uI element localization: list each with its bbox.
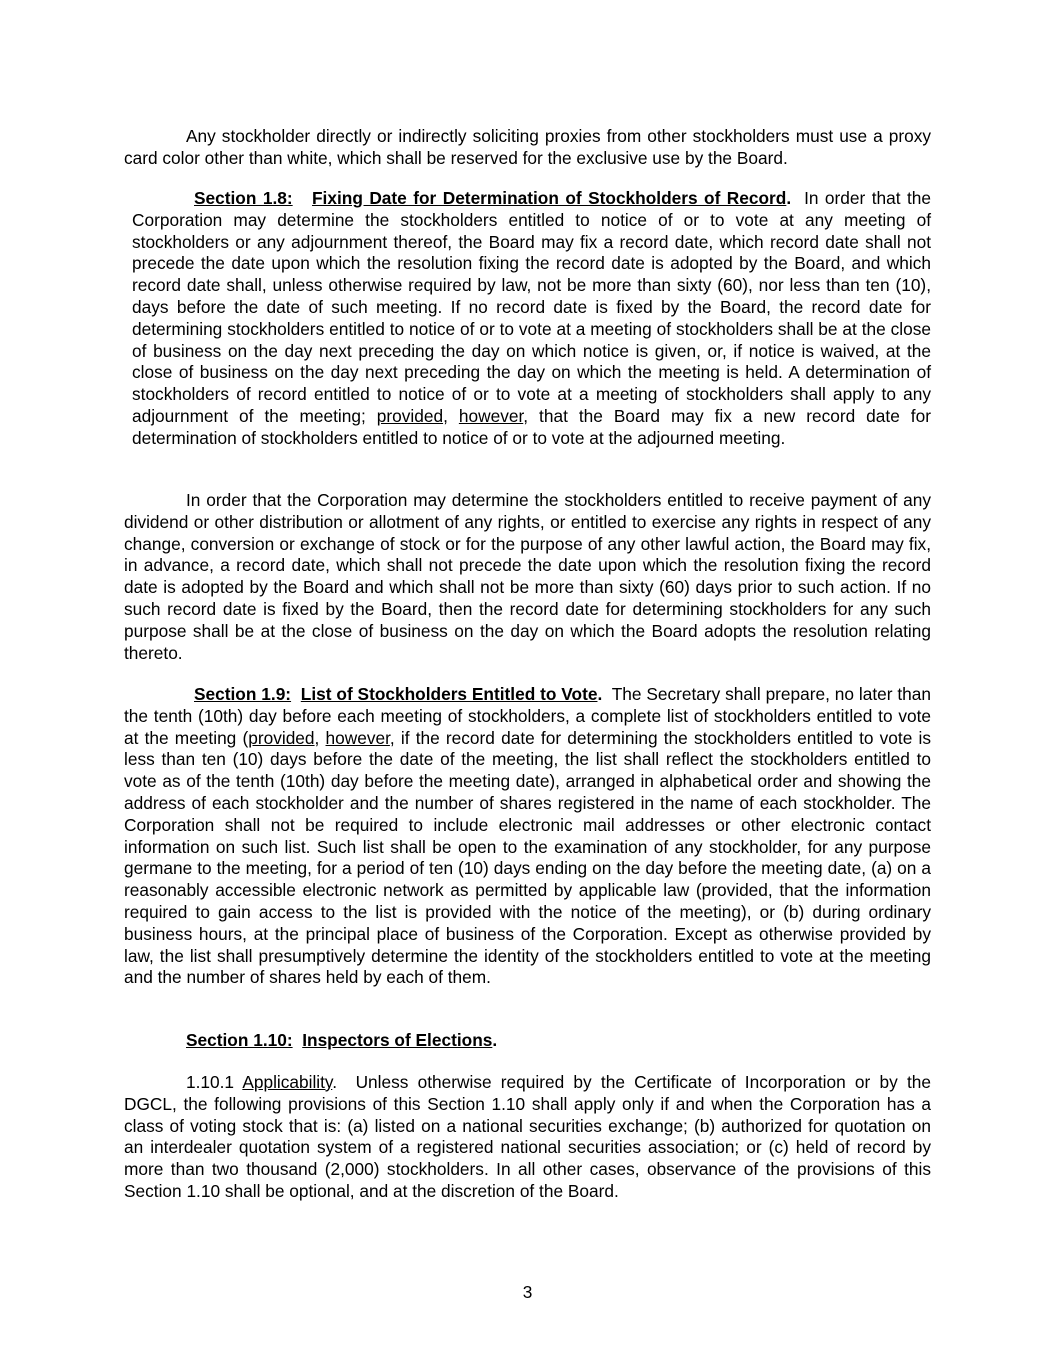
section-1-8-title-end: .	[786, 188, 792, 208]
section-1-10-1-title: Applicability	[242, 1072, 333, 1092]
section-1-9-title: List of Stockholders Entitled to Vote	[300, 684, 598, 704]
section-1-9-provided: provided	[248, 727, 315, 748]
section-1-10-title-end: .	[492, 1030, 498, 1050]
section-1-8-provided: provided	[376, 405, 444, 426]
section-1-9-label: Section 1.9:	[194, 684, 292, 704]
section-1-8-however: however	[458, 405, 524, 426]
section-1-8-comma: ,	[443, 405, 448, 426]
section-1-10-title: Inspectors of Elections	[302, 1030, 493, 1050]
section-1-10-heading	[124, 1030, 931, 1052]
section-1-9-paragraph	[124, 684, 931, 989]
page-number: 3	[522, 1282, 533, 1302]
section-1-8-text-2: , that the Board may fix a new record date for determination of stockholders entitled to notice of or to vote at the adjourned meeting.	[132, 405, 931, 448]
record-date-text: In order that the Corporation may determine the stockholders entitled to receive payment of any dividend or other distribution or allotment of any rights, or entitled to exercise any rights in respect of any change, conversion or exchange of stock or for the purpose of any other lawful action, the Board may fix, in advance, a record date, which shall not precede the date upon which the resolution fixing the record date is adopted by the Board and which shall not be more than sixty (60) days prior to such action. If no such record date is fixed by the Board, then the record date for determining stockholders for any such purpose shall be at the close of business on the day on which the Board adopts the resolution relating thereto.	[124, 490, 931, 663]
section-1-10-label: Section 1.10:	[186, 1030, 293, 1050]
section-1-9-title-end: .	[597, 684, 603, 704]
section-1-10-1-period: .	[332, 1072, 338, 1092]
section-1-8-label: Section 1.8:	[194, 188, 293, 208]
section-1-9-however: however	[325, 727, 390, 748]
section-1-10-1-paragraph	[124, 1072, 931, 1203]
section-1-8-text-1: In order that the Corporation may determine the stockholders entitled to notice of or to vote at any meeting of stockholders or any adjournment thereof, the Board may fix a record date, which record date shall not precede the date upon which the resolution fixing the record date is adopted by the Board, and which record date shall, unless otherwise required by law, not be more than sixty (60), nor less than ten (10), days before the date of such meeting. If no record date is fixed by the Board, the record date for determining stockholders entitled to notice of or to vote at a meeting of stockholders shall be at the close of business on the day next preceding the day on which notice is given, or, if notice is waived, at the close of business on the day next preceding the day on which the meeting is held. A determination of stockholders of record entitled to notice of or to vote at a meeting of stockholders shall apply to any adjournment of the meeting;	[132, 188, 932, 426]
proxy-card-text: Any stockholder directly or indirectly soliciting proxies from other stockholders must use a proxy card color other than white, which shall be reserved for the exclusive use by the Board.	[124, 126, 931, 168]
record-date-paragraph	[124, 490, 931, 664]
section-1-9-text-1: The Secretary shall prepare, no later than the tenth (10th) day before each meeting of stockholders, a complete list of stockholders entitled to vote at the meeting (	[124, 684, 931, 748]
section-1-9-text-2: , if the record date for determining the stockholders entitled to vote is less than ten (10) days before the date of the meeting, the list shall reflect the stockholders entitled to vote as of the tenth (10th) day before the meeting date), arranged in alphabetical order and showing the address of each stockholder and the number of shares registered in the name of each stockholder. The Corporation shall not be required to include electronic mail addresses or other electronic contact information on such list. Such list shall be open to the examination of any stockholder, for any purpose germane to the meeting, for a period of ten (10) days ending on the day before the meeting date, (a) on a reasonably accessible electronic network as permitted by applicable law (provided, that the information required to gain access to the list is provided with the notice of the meeting), or (b) during ordinary business hours, at the principal place of business of the Corporation. Except as otherwise provided by law, the list shall presumptively determine the identity of the stockholders entitled to vote at the meeting and the number of shares held by each of them.	[124, 727, 931, 988]
section-1-10-1-number: 1.10.1	[186, 1072, 235, 1092]
section-1-10-1-text: Unless otherwise required by the Certificate of Incorporation or by the DGCL, the following provisions of this Section 1.10 shall apply only if and when the Corporation has a class of voting stock that is: (a) listed on a national securities exchange; (b) authorized for quotation on an interdealer quotation system of a registered national securities association; or (c) held of record by more than two thousand (2,000) stockholders. In all other cases, observance of the provisions of this Section 1.10 shall be optional, and at the discretion of the Board.	[124, 1072, 931, 1201]
section-1-8-paragraph	[132, 188, 931, 450]
proxy-card-paragraph	[124, 126, 931, 170]
section-1-8-title: Fixing Date for Determination of Stockholders of Record	[312, 188, 787, 208]
section-1-9-comma: ,	[314, 727, 320, 748]
